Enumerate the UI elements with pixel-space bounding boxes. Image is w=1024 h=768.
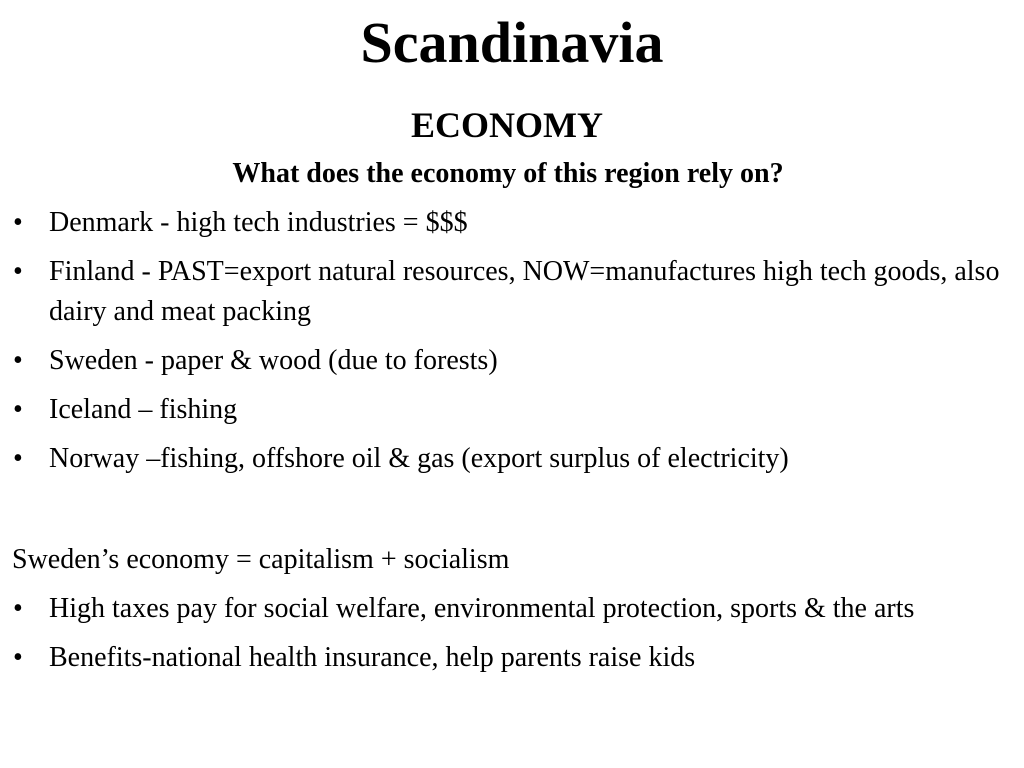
bullet-icon: • <box>13 345 23 376</box>
slide-question: What does the economy of this region rely on? <box>232 158 784 189</box>
list-item-text: Denmark - high tech industries = $$$ <box>49 207 468 238</box>
bullet-icon: • <box>13 256 23 287</box>
list-item-text: Norway –fishing, offshore oil & gas (export surplus of electricity) <box>49 443 789 474</box>
list-item-text: Iceland – fishing <box>49 394 238 425</box>
sweden-economy-list <box>0 589 1000 687</box>
list-item <box>0 589 1000 629</box>
list-item <box>0 252 1000 332</box>
slide-subtitle: ECONOMY <box>411 105 603 145</box>
list-item <box>0 390 1000 430</box>
sweden-economy-heading: Sweden’s economy = capitalism + socialism <box>12 544 510 575</box>
list-item-text: Benefits-national health insurance, help parents raise kids <box>49 642 696 673</box>
list-item-text: Finland - PAST=export natural resources, NOW=manufactures high tech goods, also dairy and meat packing <box>49 256 1000 327</box>
list-item-text: High taxes pay for social welfare, environmental protection, sports & the arts <box>49 593 915 624</box>
country-economy-list <box>0 203 1000 488</box>
list-item <box>0 341 1000 381</box>
slide-title: Scandinavia <box>360 10 664 75</box>
list-item <box>0 638 1000 678</box>
list-item-text: Sweden - paper & wood (due to forests) <box>49 345 498 376</box>
list-item <box>0 439 1000 479</box>
bullet-icon: • <box>13 642 23 673</box>
bullet-icon: • <box>13 593 23 624</box>
bullet-icon: • <box>13 207 23 238</box>
bullet-icon: • <box>13 394 23 425</box>
bullet-icon: • <box>13 443 23 474</box>
list-item <box>0 203 1000 243</box>
